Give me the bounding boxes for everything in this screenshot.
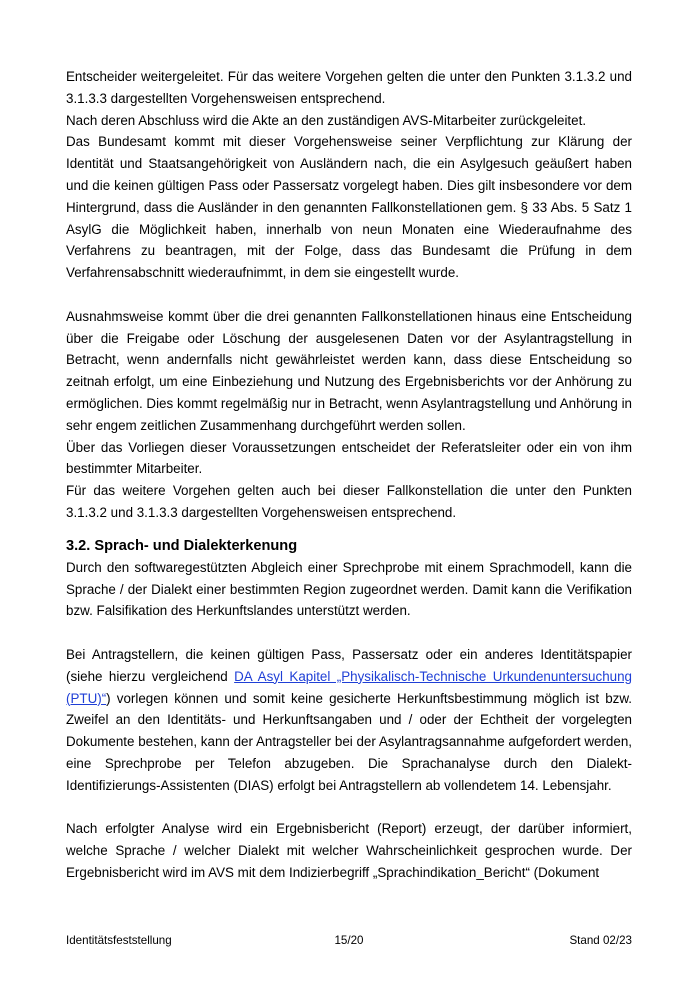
footer-document-title: Identitätsfeststellung bbox=[66, 934, 172, 947]
paragraph-continuation: Entscheider weitergeleitet. Für das weitere Vorgehen gelten die unter den Punkten 3.1.3.2 und 3.1.3.3 dargestellten Vorgehensweisen entsprechend. bbox=[66, 69, 632, 106]
footer-version-date: Stand 02/23 bbox=[569, 934, 632, 947]
paragraph-referatsleiter: Über das Vorliegen dieser Voraussetzungen entscheidet der Referatsleiter oder ein von ihm bestimmter Mitarbeiter. bbox=[66, 439, 632, 477]
paragraph-further-procedure: Für das weitere Vorgehen gelten auch bei dieser Fallkonstellation die unter den Punkten 3.1.3.2 und 3.1.3.3 dargestellten Vorgehensweisen entsprechend. bbox=[66, 483, 632, 520]
paragraph-akte-return: Nach deren Abschluss wird die Akte an den zuständigen AVS-Mitarbeiter zurückgeleitet. bbox=[66, 112, 587, 128]
paragraph-text-before-link: Bei Antragstellern, die keinen gültigen Pass, Passersatz oder ein anderes Identitätspapier (siehe hierzu vergleichend bbox=[66, 646, 632, 684]
paragraph-software-comparison: Durch den softwaregestützten Abgleich einer Sprechprobe mit einem Sprachmodell, kann die Sprache / der Dialekt einer bestimmten Region zugeordnet werden. Damit kann die Verifikation bzw. Falsifikation des Herkunftslandes unterstützt werden. bbox=[66, 559, 632, 619]
paragraph-bundesamt-obligation: Das Bundesamt kommt mit dieser Vorgehensweise seiner Verpflichtung zur Klärung der Identität und Staatsangehörigkeit von Ausländern nach, die ein Asylgesuch geäußert haben und die keinen gültigen Pass oder Passersatz vorgelegt haben. Dies gilt insbesondere vor dem Hintergrund, dass die Ausländer in den genannten Fallkonstellationen gem. § 33 Abs. 5 Satz 1 AsylG die Möglichkeit haben, innerhalb von neun Monaten eine Wiederaufnahme des Verfahrens zu beantragen, mit der Folge, dass das Bundesamt die Prüfung in dem Verfahrensabschnitt wiederaufnimmt, in dem sie eingestellt wurde. bbox=[66, 134, 632, 281]
paragraph-exception: Ausnahmsweise kommt über die drei genannten Fallkonstellationen hinaus eine Entscheidung über die Freigabe oder Löschung der ausgelesenen Daten vor der Asylantragstellung in Betracht, wenn andernfalls nicht gewährleistet werden kann, dass diese Entscheidung so zeitnah erfolgt, um eine Einbeziehung und Nutzung des Ergebnisberichts vor der Anhörung zu ermöglichen. Dies kommt regelmäßig nur in Betracht, wenn Asylantragstellung und Anhörung in sehr engem zeitlichen Zusammenhang durchgeführt werden sollen. bbox=[66, 308, 632, 433]
paragraph-applicants-without-passport bbox=[66, 644, 632, 797]
da-asyl-ptu-link[interactable]: DA Asyl Kapitel „Physikalisch-Technische Urkundenuntersuchung (PTU)“ bbox=[66, 668, 632, 706]
paragraph-result-report: Nach erfolgter Analyse wird ein Ergebnisbericht (Report) erzeugt, der darüber informiert, welche Sprache / welcher Dialekt mit welcher Wahrscheinlichkeit gesprochen wurde. Der Ergebnisbericht wird im AVS mit dem Indizierbegriff „Sprachindikation_Bericht“ (Dokument bbox=[66, 821, 632, 880]
footer-page-number: 15/20 bbox=[334, 934, 364, 947]
paragraph-text-after-link: ) vorlegen können und somit keine gesicherte Herkunftsbestimmung möglich ist bzw. Zweifel an den Identitäts- und Herkunftsangaben und / oder der Echtheit der vorgelegten Dokumente bestehen, kann der Antragsteller bei der Asylantragsannahme aufgefordert werden, eine Sprechprobe per Telefon abzugeben. Die Sprachanalyse durch den Dialekt-Identifizierungs-Assistenten (DIAS) erfolgt bei Antragstellern ab vollendetem 14. Lebensjahr. bbox=[66, 690, 632, 793]
document-page bbox=[66, 66, 632, 884]
section-heading-sprach-dialekt: 3.2. Sprach- und Dialekterkenung bbox=[66, 537, 298, 554]
